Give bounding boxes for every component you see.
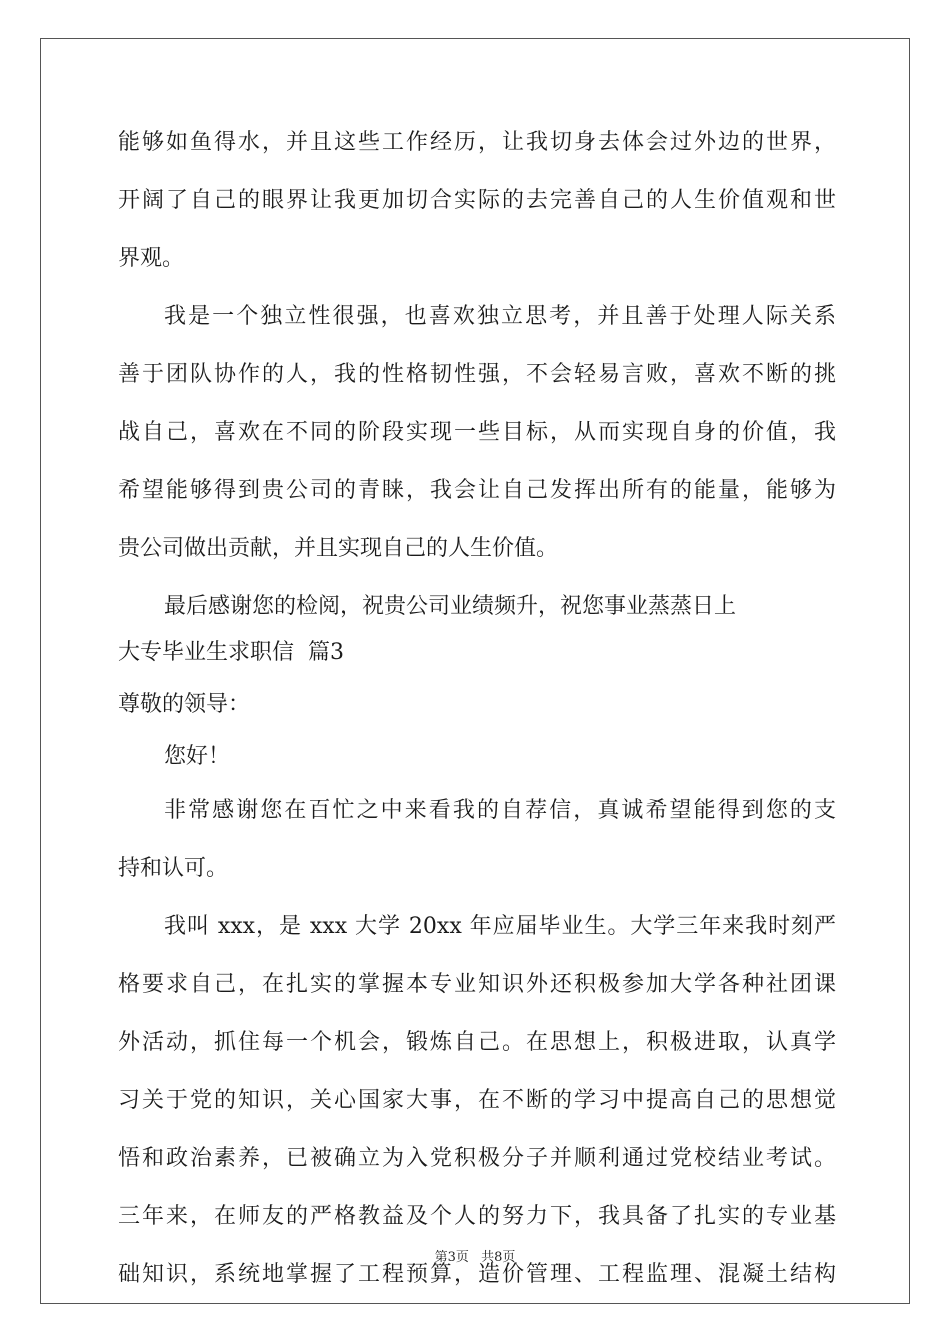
- total-pages: 共8页: [481, 1250, 516, 1265]
- document-body: [118, 128, 836, 1290]
- page-footer: [0, 1246, 950, 1265]
- section-heading: 大专毕业生求职信 篇3: [118, 640, 344, 665]
- text-line: 希望能够得到贵公司的青睐，我会让自己发挥出所有的能量，能够为: [118, 478, 836, 503]
- text-line: 持和认可。: [118, 856, 229, 881]
- text-line: 格要求自己，在扎实的掌握本专业知识外还积极参加大学各种社团课: [118, 972, 836, 997]
- text-line: 础知识，系统地掌握了工程预算，造价管理、工程监理、混凝土结构: [118, 1262, 836, 1287]
- text-line: 界观。: [118, 246, 185, 271]
- text-line: 贵公司做出贡献，并且实现自己的人生价值。: [118, 536, 559, 561]
- text-line: 战自己，喜欢在不同的阶段实现一些目标，从而实现自身的价值，我: [118, 420, 836, 445]
- text-line: 开阔了自己的眼界让我更加切合实际的去完善自己的人生价值观和世: [118, 188, 836, 213]
- paragraph-start: 我是一个独立性很强，也喜欢独立思考，并且善于处理人际关系: [164, 304, 836, 329]
- closing-line: 最后感谢您的检阅，祝贵公司业绩频升，祝您事业蒸蒸日上: [164, 594, 737, 619]
- text-line: 善于团队协作的人，我的性格韧性强，不会轻易言败，喜欢不断的挑: [118, 362, 836, 387]
- page-number: 第3页: [434, 1250, 469, 1265]
- text-line: 外活动，抓住每一个机会，锻炼自己。在思想上，积极进取，认真学: [118, 1030, 836, 1055]
- salutation: 尊敬的领导：: [118, 692, 251, 717]
- text-line: 能够如鱼得水，并且这些工作经历，让我切身去体会过外边的世界，: [118, 130, 836, 155]
- paragraph-start: 我叫 xxx，是 xxx 大学 20xx 年应届毕业生。大学三年来我时刻严: [164, 914, 836, 939]
- text-line: 悟和政治素养，已被确立为入党积极分子并顺利通过党校结业考试。: [118, 1146, 836, 1171]
- greeting: 您好！: [164, 744, 231, 769]
- text-line: 三年来，在师友的严格教益及个人的努力下，我具备了扎实的专业基: [118, 1204, 836, 1229]
- text-line: 习关于党的知识，关心国家大事，在不断的学习中提高自己的思想觉: [118, 1088, 836, 1113]
- paragraph-start: 非常感谢您在百忙之中来看我的自荐信，真诚希望能得到您的支: [164, 798, 836, 823]
